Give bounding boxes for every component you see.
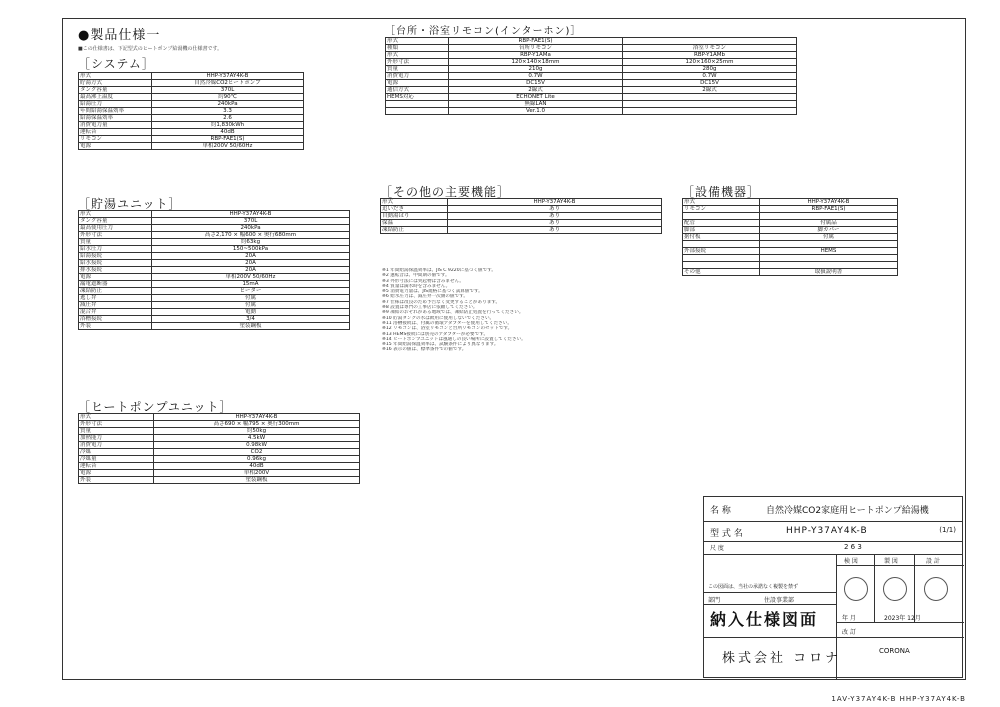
row-value: 高さ2,170 × 幅600 × 奥行680mm bbox=[152, 232, 350, 239]
row-label: 給湯接続 bbox=[79, 253, 152, 260]
row-value: 台所リモコン bbox=[449, 45, 623, 52]
system-section-title: ［システム］ bbox=[78, 57, 155, 71]
table-row bbox=[386, 45, 797, 52]
issue-date: 2023年 12月 bbox=[884, 615, 921, 622]
table-row bbox=[79, 463, 360, 470]
row-value: RBP-Y1AMb bbox=[623, 52, 797, 59]
table-row bbox=[79, 87, 304, 94]
row-label: タンク容量 bbox=[79, 218, 152, 225]
row-value: 付属品 bbox=[760, 220, 898, 227]
table-row bbox=[79, 239, 350, 246]
row-value: あり bbox=[448, 213, 662, 220]
row-value: 電動 bbox=[152, 309, 350, 316]
row-value bbox=[760, 213, 898, 220]
table-row bbox=[79, 302, 350, 309]
table-row bbox=[683, 241, 898, 248]
row-value: 取扱説明書 bbox=[760, 269, 898, 276]
row-value: 付属 bbox=[760, 234, 898, 241]
row-value: 2.6 bbox=[152, 115, 304, 122]
row-label: 減圧弁 bbox=[79, 302, 152, 309]
note-line: ※10 貯湯タンクの水は飲用に使用しないでください。 bbox=[382, 315, 495, 321]
row-value: 120×160×25mm bbox=[623, 59, 797, 66]
row-label: 逃し弁 bbox=[79, 295, 152, 302]
row-label: 給水接続 bbox=[79, 260, 152, 267]
row-label: 配管 bbox=[683, 220, 760, 227]
row-value: 単相200V 50/60Hz bbox=[152, 143, 304, 150]
table-row bbox=[79, 253, 350, 260]
row-label: 外部接続 bbox=[683, 248, 760, 255]
row-value: 浴室リモコン bbox=[623, 45, 797, 52]
row-value: あり bbox=[448, 220, 662, 227]
row-label: 外装 bbox=[79, 477, 154, 484]
row-label: 外形寸法 bbox=[386, 59, 449, 66]
table-row bbox=[79, 136, 304, 143]
row-label: 加熱能力 bbox=[79, 435, 154, 442]
row-value: 120×140×18mm bbox=[449, 59, 623, 66]
row-label: 電源 bbox=[79, 143, 152, 150]
table-row bbox=[386, 94, 797, 101]
note-line: ※12 リモコンは、浴室リモコンと台所リモコンのセットです。 bbox=[382, 326, 513, 332]
table-row bbox=[79, 288, 350, 295]
table-row bbox=[79, 421, 360, 428]
table-row bbox=[79, 218, 350, 225]
note-line: ※2 運転音は、中間期の値です。 bbox=[382, 273, 450, 279]
row-value: 脚カバー bbox=[760, 227, 898, 234]
row-value: 付属 bbox=[152, 295, 350, 302]
designer-stamp bbox=[924, 577, 948, 601]
row-label: HEMS対応 bbox=[386, 94, 449, 101]
row-label: 電源 bbox=[79, 470, 154, 477]
row-label: 自動湯はり bbox=[381, 213, 448, 220]
table-row bbox=[79, 115, 304, 122]
row-value: 塗装鋼板 bbox=[152, 323, 350, 330]
row-value: 4.5kW bbox=[154, 435, 360, 442]
table-row bbox=[683, 255, 898, 262]
checker-stamp bbox=[844, 577, 868, 601]
table-row bbox=[683, 234, 898, 241]
row-label: 外形寸法 bbox=[79, 232, 152, 239]
column-header: RBP-FAE1(S) bbox=[449, 38, 623, 45]
row-value: 210g bbox=[449, 66, 623, 73]
row-value: ECHONET Lite bbox=[449, 94, 623, 101]
row-value: 約50kg bbox=[154, 428, 360, 435]
equipment-spec-table bbox=[682, 198, 898, 276]
row-value bbox=[623, 108, 797, 115]
row-value: HHP-Y37AY4K-B bbox=[154, 414, 360, 421]
column-header bbox=[623, 38, 797, 45]
row-label: 給湯圧力 bbox=[79, 101, 152, 108]
table-row bbox=[79, 435, 360, 442]
row-label: 形式 bbox=[381, 199, 448, 206]
table-row bbox=[386, 59, 797, 66]
table-row bbox=[381, 227, 662, 234]
model-name: HHP-Y37AY4K-B bbox=[786, 526, 868, 536]
table-row bbox=[386, 73, 797, 80]
row-label: 通信方式 bbox=[386, 87, 449, 94]
row-label: 冷媒量 bbox=[79, 456, 154, 463]
row-label: 排水接続 bbox=[79, 267, 152, 274]
table-row bbox=[79, 246, 350, 253]
note-line: ※4 質量は満水時を含みません。 bbox=[382, 283, 451, 289]
table-row bbox=[79, 267, 350, 274]
table-row bbox=[79, 101, 304, 108]
row-value: 単相200V bbox=[154, 470, 360, 477]
row-label: タンク容量 bbox=[79, 87, 152, 94]
row-label: 質量 bbox=[79, 239, 152, 246]
row-value: RBP-FAE1(S) bbox=[760, 206, 898, 213]
note-line: ※16 表示の値は、標準条件での値です。 bbox=[382, 347, 467, 353]
table-row bbox=[79, 428, 360, 435]
row-value: RBP-FAE1(S) bbox=[152, 136, 304, 143]
table-row bbox=[79, 309, 350, 316]
table-row bbox=[79, 323, 350, 330]
table-row bbox=[386, 66, 797, 73]
title-block: 名 称 自然冷媒CO2家庭用ヒートポンプ給湯機 型 式 名 HHP-Y37AY4K-B (1/1) 尺 度 2 6 3 検 図 製 図 設 計 この図面は、当社の承諾なく複製を禁ず 部門 住設事業部 納入仕様図面 年 月 2023年 12月 改 訂 株式会社 コロナ CORONA bbox=[703, 496, 963, 678]
table-row bbox=[386, 101, 797, 108]
drawer-stamp bbox=[883, 577, 907, 601]
row-label: 追いだき bbox=[381, 206, 448, 213]
row-value: HHP-Y37AY4K-B bbox=[152, 73, 304, 80]
row-label: 冷媒 bbox=[79, 449, 154, 456]
row-value: 240kPa bbox=[152, 225, 350, 232]
tb-scale-row: 尺 度 2 6 3 bbox=[704, 541, 962, 555]
row-label: 電源 bbox=[79, 274, 152, 281]
row-label: その他 bbox=[683, 269, 760, 276]
row-label: 質量 bbox=[386, 66, 449, 73]
row-label: 外装 bbox=[79, 323, 152, 330]
row-value: 0.96kg bbox=[154, 456, 360, 463]
table-row bbox=[79, 477, 360, 484]
row-value: CO2 bbox=[154, 449, 360, 456]
system-spec-table bbox=[78, 72, 304, 150]
table-row bbox=[79, 449, 360, 456]
note-line: ※8 設置は専門の工事店に依頼してください。 bbox=[382, 305, 478, 311]
table-row bbox=[79, 211, 350, 218]
table-row bbox=[683, 199, 898, 206]
table-row bbox=[79, 232, 350, 239]
table-row bbox=[79, 274, 350, 281]
row-value: 20A bbox=[152, 260, 350, 267]
table-row bbox=[683, 269, 898, 276]
row-value: 0.7W bbox=[623, 73, 797, 80]
row-label: 消費電力量 bbox=[79, 122, 152, 129]
row-value: 20A bbox=[152, 267, 350, 274]
note-line: ※13 HEMS接続には別売のアダプターが必要です。 bbox=[382, 331, 489, 337]
row-value: HHP-Y37AY4K-B bbox=[448, 199, 662, 206]
note-line: ※9 凍結のおそれがある地域では、凍結防止処置を行ってください。 bbox=[382, 310, 524, 316]
row-value: 2線式 bbox=[623, 87, 797, 94]
row-value: 370L bbox=[152, 87, 304, 94]
row-value: 約90℃ bbox=[152, 94, 304, 101]
table-row bbox=[381, 199, 662, 206]
row-value: 自然冷媒CO2ヒートポンプ bbox=[152, 80, 304, 87]
row-value bbox=[760, 255, 898, 262]
row-label: 形式 bbox=[79, 211, 152, 218]
footer-code: 1AV-Y37AY4K-B HHP-Y37AY4K-B bbox=[831, 695, 966, 703]
row-label bbox=[386, 108, 449, 115]
row-label: 凍結防止 bbox=[381, 227, 448, 234]
other-section-title: ［その他の主要機能］ bbox=[380, 185, 511, 199]
table-row bbox=[386, 87, 797, 94]
note-line: ※11 浴槽接続は、付属の循環アダプターを使用してください。 bbox=[382, 320, 512, 326]
note-line: ※15 年間給湯保温効率は、試験条件により異なります。 bbox=[382, 342, 499, 348]
row-label: 凍結防止 bbox=[79, 288, 152, 295]
row-label: 混合弁 bbox=[79, 309, 152, 316]
note-line: ※3 外形寸法には突起物は含みません。 bbox=[382, 278, 465, 284]
row-label: 給湯保温効率 bbox=[79, 115, 152, 122]
row-value: HHP-Y37AY4K-B bbox=[760, 199, 898, 206]
row-value: 280g bbox=[623, 66, 797, 73]
row-value: 2線式 bbox=[449, 87, 623, 94]
row-label bbox=[683, 262, 760, 269]
table-row bbox=[79, 225, 350, 232]
remote-section-title: ［台所・浴室リモコン(インターホン)］ bbox=[385, 26, 582, 37]
row-label: 種類 bbox=[386, 45, 449, 52]
row-label bbox=[386, 101, 449, 108]
row-label: 貯湯方式 bbox=[79, 80, 152, 87]
table-row bbox=[79, 260, 350, 267]
row-label: 漏電遮断器 bbox=[79, 281, 152, 288]
row-label: 最高使用圧力 bbox=[79, 225, 152, 232]
row-label: 運転音 bbox=[79, 129, 152, 136]
product-name: 自然冷媒CO2家庭用ヒートポンプ給湯機 bbox=[766, 506, 929, 516]
row-value: 無線LAN bbox=[449, 101, 623, 108]
row-label: リモコン bbox=[79, 136, 152, 143]
table-row bbox=[386, 108, 797, 115]
note-line: ※14 ヒートポンプユニットは風通しの良い場所に設置してください。 bbox=[382, 336, 526, 342]
notes-block bbox=[382, 268, 680, 490]
table-row bbox=[79, 129, 304, 136]
row-label: 給水圧力 bbox=[79, 246, 152, 253]
row-label: 年間給湯保温効率 bbox=[79, 108, 152, 115]
table-row bbox=[683, 220, 898, 227]
table-row bbox=[79, 470, 360, 477]
note-line: ※1 年間給湯保温効率は、JIS C 9220に基づく値です。 bbox=[382, 268, 496, 273]
row-label: 形式 bbox=[683, 199, 760, 206]
row-label: 質量 bbox=[79, 428, 154, 435]
row-value: 40dB bbox=[152, 129, 304, 136]
row-value: RBP-Y1AMa bbox=[449, 52, 623, 59]
page-subtitle: ■この仕様書は、下記型式のヒートポンプ給湯機の仕様書です。 bbox=[78, 46, 223, 52]
row-value: 約63kg bbox=[152, 239, 350, 246]
row-value: 塗装鋼板 bbox=[154, 477, 360, 484]
note-line: ※7 仕様は改良のため予告なく変更することがあります。 bbox=[382, 299, 501, 305]
table-row bbox=[79, 281, 350, 288]
table-row bbox=[381, 213, 662, 220]
table-row bbox=[79, 108, 304, 115]
other-spec-table bbox=[380, 198, 662, 234]
row-value: 150~500kPa bbox=[152, 246, 350, 253]
company-name: 株式会社 コロナ bbox=[722, 651, 842, 666]
row-value: 単相200V 50/60Hz bbox=[152, 274, 350, 281]
row-value bbox=[623, 101, 797, 108]
row-label: 据付板 bbox=[683, 234, 760, 241]
document-title: 納入仕様図面 bbox=[710, 610, 819, 629]
page-title: ●製品仕様一 bbox=[78, 28, 161, 43]
row-value: 3.3 bbox=[152, 108, 304, 115]
table-row bbox=[79, 73, 304, 80]
table-row bbox=[683, 206, 898, 213]
row-label: 脚部 bbox=[683, 227, 760, 234]
table-row bbox=[79, 414, 360, 421]
hp-spec-table bbox=[78, 413, 360, 484]
row-label: 電源 bbox=[386, 80, 449, 87]
row-label: 消費電力 bbox=[386, 73, 449, 80]
row-value: 20A bbox=[152, 253, 350, 260]
table-row bbox=[79, 456, 360, 463]
note-line: ※5 消費電力量は、JIS規格に基づく試算値です。 bbox=[382, 289, 483, 295]
table-row bbox=[79, 80, 304, 87]
table-row bbox=[683, 227, 898, 234]
row-label: 形式 bbox=[79, 414, 154, 421]
row-value: 370L bbox=[152, 218, 350, 225]
row-value: HHP-Y37AY4K-B bbox=[152, 211, 350, 218]
row-value: 付属 bbox=[152, 302, 350, 309]
tank-spec-table bbox=[78, 210, 350, 330]
row-label: 浴槽接続 bbox=[79, 316, 152, 323]
tank-section-title: ［貯湯ユニット］ bbox=[78, 197, 182, 211]
remote-spec-table bbox=[385, 37, 797, 115]
tb-model-row: 型 式 名 HHP-Y37AY4K-B (1/1) bbox=[704, 521, 962, 542]
row-value: あり bbox=[448, 206, 662, 213]
row-label bbox=[683, 241, 760, 248]
table-row bbox=[683, 262, 898, 269]
row-label: リモコン bbox=[683, 206, 760, 213]
row-value: 3/4 bbox=[152, 316, 350, 323]
table-row bbox=[79, 316, 350, 323]
row-value: 240kPa bbox=[152, 101, 304, 108]
row-value: Ver.1.0 bbox=[449, 108, 623, 115]
row-label: 最高沸上温度 bbox=[79, 94, 152, 101]
table-row bbox=[386, 80, 797, 87]
column-header: 形式 bbox=[386, 38, 449, 45]
row-value: 0.7W bbox=[449, 73, 623, 80]
row-label: 保温 bbox=[381, 220, 448, 227]
tb-name-row: 名 称 自然冷媒CO2家庭用ヒートポンプ給湯機 bbox=[704, 497, 962, 522]
table-row bbox=[79, 94, 304, 101]
table-row bbox=[386, 52, 797, 59]
row-value: 40dB bbox=[154, 463, 360, 470]
note-line: ※6 給水圧力は、減圧弁一次側の値です。 bbox=[382, 294, 468, 300]
row-value: HEMS bbox=[760, 248, 898, 255]
row-label: 運転音 bbox=[79, 463, 154, 470]
row-label bbox=[683, 213, 760, 220]
table-row bbox=[381, 206, 662, 213]
row-label: 形式 bbox=[386, 52, 449, 59]
table-row bbox=[683, 248, 898, 255]
row-label: 形式 bbox=[79, 73, 152, 80]
row-label: 外形寸法 bbox=[79, 421, 154, 428]
row-value: ヒーター bbox=[152, 288, 350, 295]
row-value: 高さ690 × 幅795 × 奥行300mm bbox=[154, 421, 360, 428]
table-header-row bbox=[386, 38, 797, 45]
table-row bbox=[79, 295, 350, 302]
row-value bbox=[623, 94, 797, 101]
equipment-section-title: ［設備機器］ bbox=[682, 185, 761, 199]
row-value: あり bbox=[448, 227, 662, 234]
row-value: 約1,830kWh bbox=[152, 122, 304, 129]
hp-section-title: ［ヒートポンプユニット］ bbox=[78, 400, 233, 414]
row-value: 15mA bbox=[152, 281, 350, 288]
table-row bbox=[79, 122, 304, 129]
row-label bbox=[683, 255, 760, 262]
table-row bbox=[79, 143, 304, 150]
table-row bbox=[683, 213, 898, 220]
row-value: 0.98kW bbox=[154, 442, 360, 449]
company-logo: CORONA bbox=[879, 647, 910, 655]
row-value: DC15V bbox=[449, 80, 623, 87]
table-row bbox=[79, 442, 360, 449]
row-value: DC15V bbox=[623, 80, 797, 87]
row-label: 消費電力 bbox=[79, 442, 154, 449]
table-row bbox=[381, 220, 662, 227]
row-value bbox=[760, 262, 898, 269]
row-value bbox=[760, 241, 898, 248]
